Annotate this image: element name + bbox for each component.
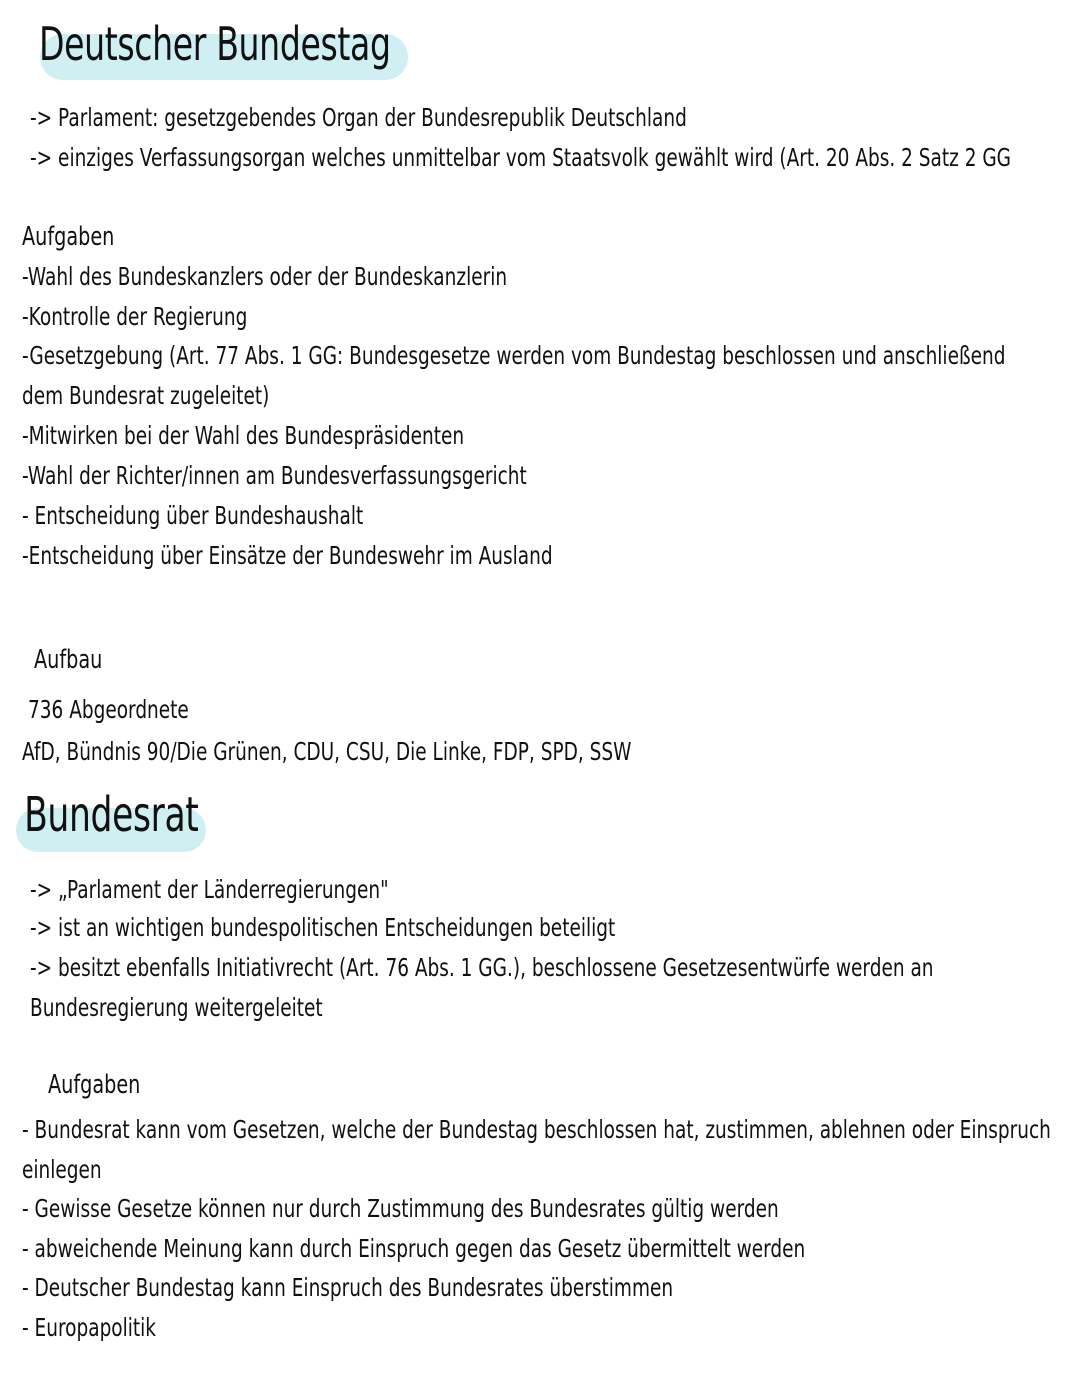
bundestag-structure-seats: 736 Abgeordnete <box>28 695 189 724</box>
bundestag-task-5: -Wahl der Richter/innen am Bundesverfassungsgericht <box>22 461 527 490</box>
bundesrat-task-1-cont: einlegen <box>22 1155 102 1184</box>
bundesrat-heading-wrap <box>14 784 214 854</box>
bundesrat-title: Bundesrat <box>24 787 199 843</box>
bundesrat-task-1: - Bundesrat kann vom Gesetzen, welche der Bundestag beschlossen hat, zustimmen, ablehnen oder Einspruch <box>22 1115 1051 1144</box>
bundestag-task-6: - Entscheidung über Bundeshaushalt <box>22 501 364 530</box>
bundesrat-task-4: - Deutscher Bundestag kann Einspruch des Bundesrates überstimmen <box>22 1273 674 1302</box>
bundesrat-intro-2: -> ist an wichtigen bundespolitischen Entscheidungen beteiligt <box>30 913 616 942</box>
bundestag-title: Deutscher Bundestag <box>38 17 391 71</box>
bundestag-task-1: -Wahl des Bundeskanzlers oder der Bundeskanzlerin <box>22 262 508 291</box>
bundestag-intro-1: -> Parlament: gesetzgebendes Organ der Bundesrepublik Deutschland <box>30 103 687 132</box>
bundestag-structure-parties: AfD, Bündnis 90/Die Grünen, CDU, CSU, Die Linke, FDP, SPD, SSW <box>22 737 632 766</box>
bundestag-intro-2: -> einziges Verfassungsorgan welches unmittelbar vom Staatsvolk gewählt wird (Art. 20 Abs. 2 Satz 2 GG <box>30 143 1012 172</box>
bundesrat-intro-1: -> „Parlament der Länderregierungen" <box>30 875 389 904</box>
bundestag-task-3: -Gesetzgebung (Art. 77 Abs. 1 GG: Bundesgesetze werden vom Bundestag beschlossen und anschließend <box>22 341 1006 370</box>
bundesrat-tasks-heading: Aufgaben <box>48 1070 141 1100</box>
bundestag-heading-wrap <box>26 14 391 80</box>
bundestag-structure-heading: Aufbau <box>34 645 103 675</box>
bundestag-task-4: -Mitwirken bei der Wahl des Bundespräsidenten <box>22 421 465 450</box>
bundestag-task-7: -Entscheidung über Einsätze der Bundeswehr im Ausland <box>22 541 553 570</box>
bundesrat-intro-3: -> besitzt ebenfalls Initiativrecht (Art. 76 Abs. 1 GG.), beschlossene Gesetzesentwürfe werden an <box>30 953 934 982</box>
bundestag-task-2: -Kontrolle der Regierung <box>22 302 248 331</box>
bundesrat-task-2: - Gewisse Gesetze können nur durch Zustimmung des Bundesrates gültig werden <box>22 1194 779 1223</box>
bundestag-task-3-cont: dem Bundesrat zugeleitet) <box>22 381 270 410</box>
bundesrat-task-5: - Europapolitik <box>22 1313 157 1342</box>
bundesrat-intro-3-cont: Bundesregierung weitergeleitet <box>30 993 323 1022</box>
bundesrat-task-3: - abweichende Meinung kann durch Einspruch gegen das Gesetz übermittelt werden <box>22 1234 806 1263</box>
bundestag-tasks-heading: Aufgaben <box>22 222 115 252</box>
